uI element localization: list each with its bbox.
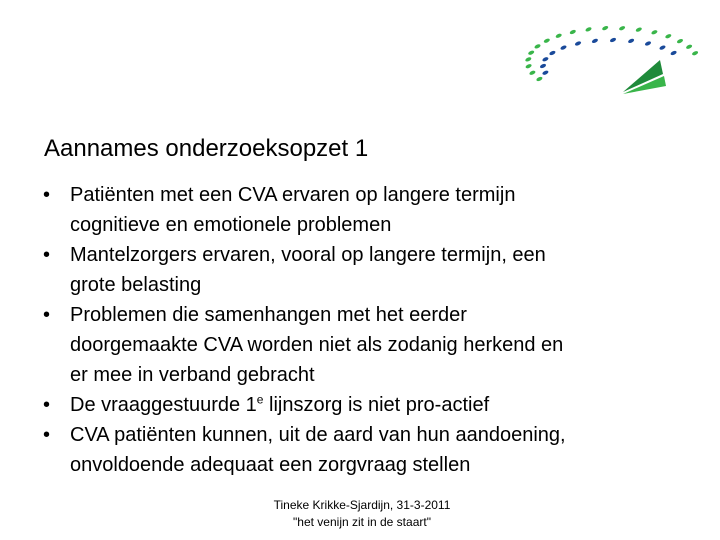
bullet-item xyxy=(43,300,693,390)
logo-dot xyxy=(585,26,592,32)
ordinal-superscript: e xyxy=(256,392,264,407)
bullet-item xyxy=(43,180,693,240)
bullet-line: CVA patiënten kunnen, uit de aard van hun aandoening, xyxy=(70,424,566,446)
logo-dot xyxy=(644,41,651,47)
logo-dot xyxy=(676,38,683,44)
bullet-item xyxy=(43,240,693,300)
logo-dot xyxy=(555,33,562,39)
logo-dot xyxy=(569,29,576,35)
logo-dot xyxy=(659,45,666,51)
slide-title: Aannames onderzoeksopzet 1 xyxy=(44,135,369,162)
logo-wedge xyxy=(623,60,666,94)
logo-dot xyxy=(543,38,550,44)
bullet-item xyxy=(43,420,693,480)
bullet-line: grote belasting xyxy=(70,274,202,296)
bullet-dot: • xyxy=(43,424,51,446)
logo-dot xyxy=(529,70,536,76)
bullet-text-post: lijnszorg is niet pro-actief xyxy=(263,394,490,416)
bullet-dot: • xyxy=(43,304,51,326)
dotted-swoosh-logo-icon xyxy=(518,14,698,114)
bullet-text-pre: De vraaggestuurde 1 xyxy=(70,394,257,416)
slide-footer xyxy=(190,497,534,531)
bullet-dot: • xyxy=(43,244,51,266)
logo-dot xyxy=(685,44,692,50)
logo-dot xyxy=(665,33,672,39)
footer-tagline: "het venijn zit in de staart" xyxy=(293,515,431,529)
bullet-line: Problemen die samenhangen met het eerder xyxy=(70,304,467,326)
bullet-list xyxy=(43,180,693,480)
logo-dot xyxy=(525,56,532,62)
logo-dot xyxy=(651,29,658,35)
bullet-line: doorgemaakte CVA worden niet als zodanig herkend en xyxy=(70,334,564,356)
logo-dot xyxy=(602,25,609,31)
logo-dot xyxy=(574,41,581,47)
logo-dot xyxy=(670,50,677,56)
logo-dot xyxy=(528,50,535,56)
bullet-line: er mee in verband gebracht xyxy=(70,364,315,386)
footer-author-date: Tineke Krikke-Sjardijn, 31-3-2011 xyxy=(273,498,451,512)
bullet-item xyxy=(43,390,693,420)
logo-dot xyxy=(542,56,549,62)
bullet-line: cognitieve en emotionele problemen xyxy=(70,214,392,236)
bullet-line: Patiënten met een CVA ervaren op langere termijn xyxy=(70,184,516,206)
bullet-line xyxy=(70,390,693,420)
logo-dot xyxy=(536,76,543,82)
logo-dot xyxy=(542,70,549,76)
logo-dot xyxy=(635,27,642,33)
bullet-dot: • xyxy=(43,394,51,416)
logo-dot xyxy=(534,43,541,49)
logo-dot xyxy=(627,38,634,44)
logo-dot xyxy=(549,50,556,56)
logo-dot xyxy=(618,25,625,31)
logo-dot xyxy=(525,63,532,69)
bullet-dot: • xyxy=(43,184,51,206)
logo-dot xyxy=(609,37,616,43)
logo-dot xyxy=(691,50,698,56)
logo-dot xyxy=(591,38,598,44)
bullet-line: onvoldoende adequaat een zorgvraag stellen xyxy=(70,454,471,476)
logo-dot xyxy=(560,45,567,51)
bullet-line: Mantelzorgers ervaren, vooral op langere termijn, een xyxy=(70,244,546,266)
logo-dot xyxy=(539,63,546,69)
